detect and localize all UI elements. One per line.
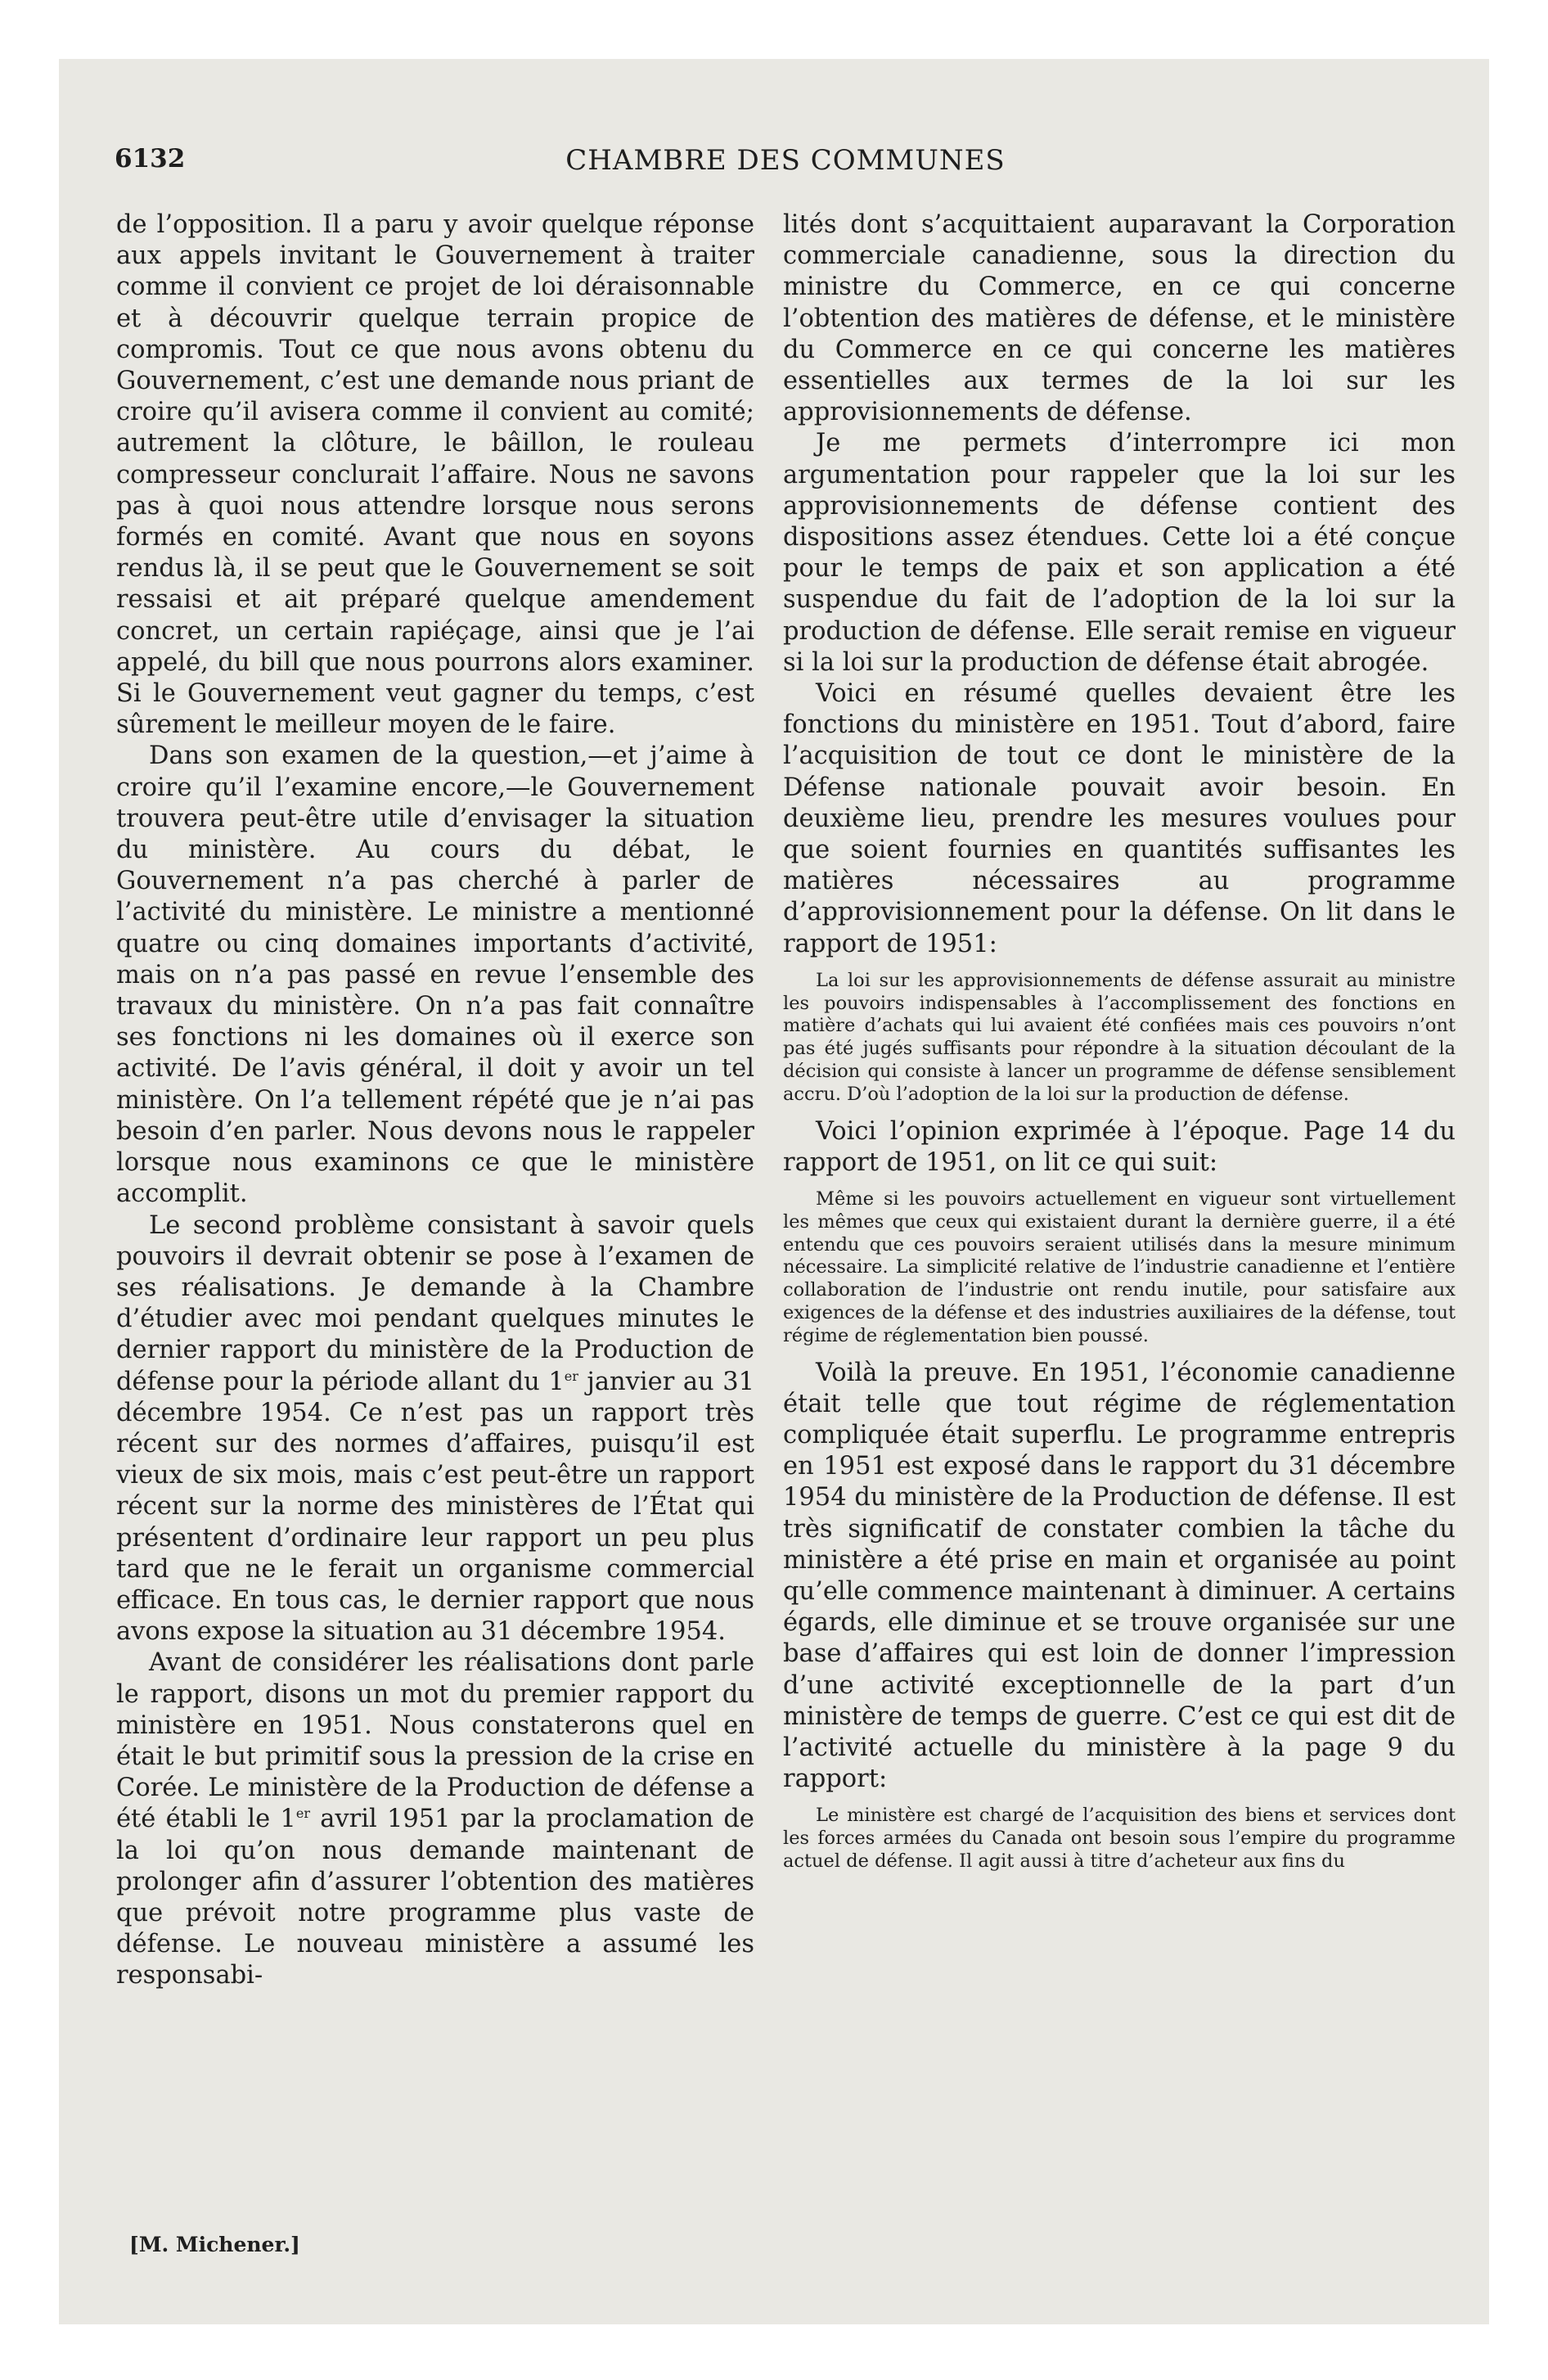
paragraph: Dans son examen de la question,—et j’aime à croire qu’il l’examine encore,—le Gouvernement trouvera peut-être utile d’envisager la situation du ministère. Au cours du débat, le Gouvernement n’a pas cherché à parler de l’activité du ministère. Le ministre a mentionné quatre ou cinq domaines importants d’activité, mais on n’a pas passé en revue l’ensemble des travaux du ministère. On n’a pas fait connaître ses fonctions ni les domaines où il exerce son activité. De l’avis général, il doit y avoir un tel ministère. On l’a tellement répété que je n’ai pas besoin d’en parler. Nous devons nous le rappeler lorsque nous examinons ce que le ministère accomplit. <box>116 741 754 1209</box>
paragraph: Voici l’opinion exprimée à l’époque. Page 14 du rapport de 1951, on lit ce qui suit: <box>783 1116 1456 1177</box>
text-run: Le second problème consistant à savoir quels pouvoirs il devrait obtenir se pose à l’examen de ses réalisations. Je demande à la Chambre d’étudier avec moi pendant quelques minutes le dernier rapport du ministère de la Production de défense pour la période allant du 1 <box>116 1210 754 1396</box>
text-run: Avant de considérer les réalisations dont parle le rapport, disons un mot du premier rapport du ministère en 1951. Nous constaterons quel en était le but primitif sous la pression de la crise en Corée. Le ministère de la Production de défense a été établi le 1 <box>116 1648 754 1834</box>
paragraph: lités dont s’acquittaient auparavant la Corporation commerciale canadienne, sous la direction du ministre du Commerce, en ce qui concerne l’obtention des matières de défense, et le ministère du Commerce en ce qui concerne les matières essentielles aux termes de la loi sur les approvisionnements de défense. <box>783 210 1456 427</box>
superscript: er <box>564 1368 578 1384</box>
paragraph <box>116 1648 754 1991</box>
page-header <box>115 144 1456 183</box>
quotation: Le ministère est chargé de l’acquisition des biens et services dont les forces armées du Canada ont besoin sous l’empire du programme actuel de défense. Il agit aussi à titre d’acheteur aux fins du <box>783 1805 1456 1873</box>
text-run: avril 1951 par la proclamation de la loi qu’on nous demande maintenant de prolonger afin d’assurer l’obtention des matières que prévoit notre programme plus vaste de défense. Le nouveau ministère a assumé les responsabi- <box>116 1805 754 1990</box>
paragraph <box>116 1210 754 1648</box>
text-run: janvier au 31 décembre 1954. Ce n’est pas un rapport très récent sur des normes d’affaires, puisqu’il est vieux de six mois, mais c’est peut-être un rapport récent sur la norme des ministères de l’État qui présentent d’ordinaire leur rapport un peu plus tard que ne le ferait un organisme commercial efficace. En tous cas, le dernier rapport que nous avons expose la situation au 31 décembre 1954. <box>116 1367 755 1647</box>
quotation: Même si les pouvoirs actuellement en vigueur sont virtuellement les mêmes que ceux qui existaient durant la dernière guerre, il a été entendu que ces pouvoirs seraient utilisés dans la mesure minimum nécessaire. La simplicité relative de l’industrie canadienne et l’entière collaboration de l’industrie ont rendu inutile, pour satisfaire aux exigences de la défense et des industries auxiliaires de la défense, tout régime de réglementation bien poussé. <box>783 1188 1456 1346</box>
speaker-footer: [M. Michener.] <box>129 2233 300 2256</box>
paragraph: Voilà la preuve. En 1951, l’économie canadienne était telle que tout régime de réglementation compliquée était superflu. Le programme entrepris en 1951 est exposé dans le rapport du 31 décembre 1954 du ministère de la Production de défense. Il est très significatif de constater combien la tâche du ministère a été prise en main et organisée au point qu’elle commence maintenant à diminuer. A certains égards, elle diminue et se trouve organisée sur une base d’affaires qui est loin de donner l’impression d’une activité exceptionnelle de la part d’un ministère de temps de guerre. C’est ce qui est dit de l’activité actuelle du ministère à la page 9 du rapport: <box>783 1358 1456 1794</box>
quotation: La loi sur les approvisionnements de défense assurait au ministre les pouvoirs indispensables à l’accomplissement des fonctions en matière d’achats qui lui avaient été confiées mais ces pouvoirs n’ont pas été jugés suffisants pour répondre à la situation découlant de la décision qui consiste à lancer un programme de défense sensiblement accru. D’où l’adoption de la loi sur la production de défense. <box>783 969 1456 1105</box>
paragraph: Je me permets d’interrompre ici mon argumentation pour rappeler que la loi sur les approvisionnements de défense contient des dispositions assez étendues. Cette loi a été conçue pour le temps de paix et son application a été suspendue du fait de l’adoption de la loi sur la production de défense. Elle serait remise en vigueur si la loi sur la production de défense était abrogée. <box>783 429 1456 677</box>
right-column <box>783 210 1456 1883</box>
page-number: 6132 <box>115 144 186 174</box>
superscript: er <box>295 1805 310 1822</box>
left-column <box>116 210 754 1992</box>
paragraph: Voici en résumé quelles devaient être les fonctions du ministère en 1951. Tout d’abord, faire l’acquisition de tout ce dont le ministère de la Défense nationale pouvait avoir besoin. En deuxième lieu, prendre les mesures voulues pour que soient fournies en quantités suffisantes les matières nécessaires au programme d’approvisionnement pour la défense. On lit dans le rapport de 1951: <box>783 679 1456 958</box>
paragraph: de l’opposition. Il a paru y avoir quelque réponse aux appels invitant le Gouvernement à traiter comme il convient ce projet de loi déraisonnable et à découvrir quelque terrain propice de compromis. Tout ce que nous avons obtenu du Gouvernement, c’est une demande nous priant de croire qu’il avisera comme il convient au comité; autrement la clôture, le bâillon, le rouleau compresseur conclurait l’affaire. Nous ne savons pas à quoi nous attendre lorsque nous serons formés en comité. Avant que nous en soyons rendus là, il se peut que le Gouvernement se soit ressaisi et ait préparé quelque amendement concret, un certain rapiéçage, ainsi que je l’ai appelé, du bill que nous pourrons alors examiner. Si le Gouvernement veut gagner du temps, c’est sûrement le meilleur moyen de le faire. <box>116 210 754 740</box>
running-title: CHAMBRE DES COMMUNES <box>565 144 1006 177</box>
